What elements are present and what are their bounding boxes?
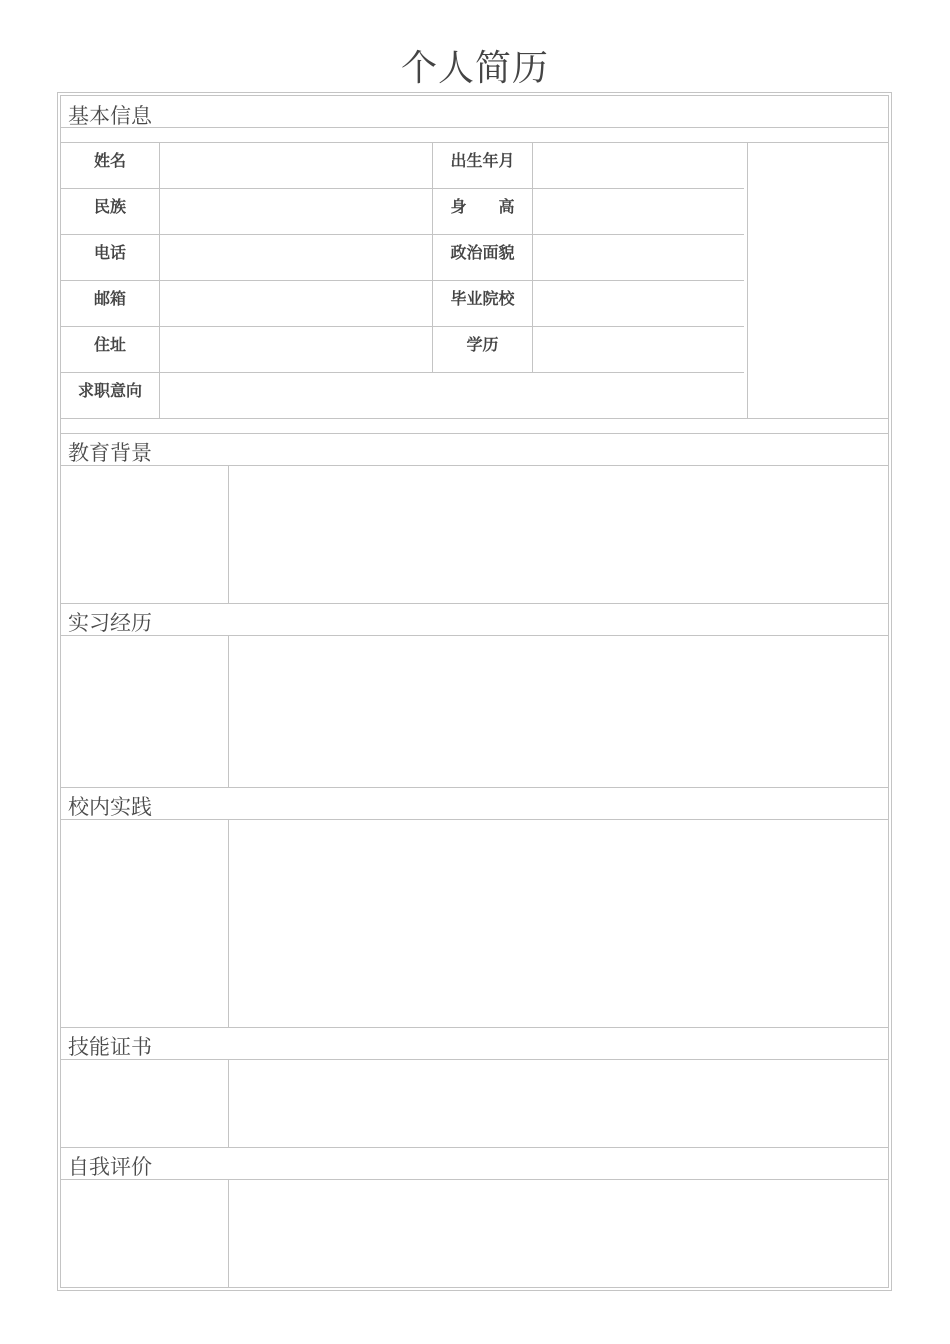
section-title-skills: 技能证书 <box>68 1035 152 1059</box>
label-height: 身 高 <box>450 197 515 216</box>
row-divider <box>61 418 888 419</box>
value-email[interactable] <box>160 280 432 326</box>
section-title-internship: 实习经历 <box>68 611 152 635</box>
section-title-education: 教育背景 <box>68 441 152 465</box>
label-birth-date: 出生年月 <box>450 151 515 170</box>
label-ethnicity: 民族 <box>93 197 126 216</box>
photo-area[interactable] <box>748 142 888 418</box>
value-job-intention[interactable] <box>160 372 747 418</box>
value-name[interactable] <box>160 142 432 188</box>
label-email: 邮箱 <box>93 289 126 308</box>
label-political-status: 政治面貌 <box>450 243 515 262</box>
section-header-campus <box>61 787 888 820</box>
section-header-internship <box>61 603 888 636</box>
value-ethnicity[interactable] <box>160 188 432 234</box>
label-address: 住址 <box>93 335 126 354</box>
section-title-self-eval: 自我评价 <box>68 1155 152 1179</box>
section-header-basic <box>61 96 888 128</box>
skills-date-cell[interactable] <box>61 1060 228 1147</box>
label-job-intention: 求职意向 <box>77 381 142 400</box>
label-name: 姓名 <box>93 151 126 170</box>
education-date-cell[interactable] <box>61 466 228 603</box>
internship-date-cell[interactable] <box>61 636 228 787</box>
label-phone: 电话 <box>93 243 126 262</box>
value-birth-date[interactable] <box>533 142 747 188</box>
internship-detail-cell[interactable] <box>229 636 888 787</box>
label-education-level: 学历 <box>466 335 499 354</box>
value-political-status[interactable] <box>533 234 747 280</box>
education-detail-cell[interactable] <box>229 466 888 603</box>
page-title: 个人简历 <box>400 48 549 89</box>
resume-table <box>60 95 889 1288</box>
value-graduated-school[interactable] <box>533 280 747 326</box>
campus-detail-cell[interactable] <box>229 820 888 1027</box>
value-phone[interactable] <box>160 234 432 280</box>
section-title-basic: 基本信息 <box>68 104 152 128</box>
basic-info-grid <box>61 142 888 418</box>
value-address[interactable] <box>160 326 432 372</box>
campus-date-cell[interactable] <box>61 820 228 1027</box>
value-height[interactable] <box>533 188 747 234</box>
resume-outer-frame <box>57 92 892 1291</box>
self-eval-detail-cell[interactable] <box>229 1180 888 1287</box>
skills-detail-cell[interactable] <box>229 1060 888 1147</box>
label-graduated-school: 毕业院校 <box>450 289 515 308</box>
value-education-level[interactable] <box>533 326 747 372</box>
section-header-skills <box>61 1027 888 1060</box>
section-header-self-eval <box>61 1147 888 1180</box>
section-title-campus: 校内实践 <box>68 795 152 819</box>
self-eval-date-cell[interactable] <box>61 1180 228 1287</box>
section-header-education <box>61 433 888 466</box>
